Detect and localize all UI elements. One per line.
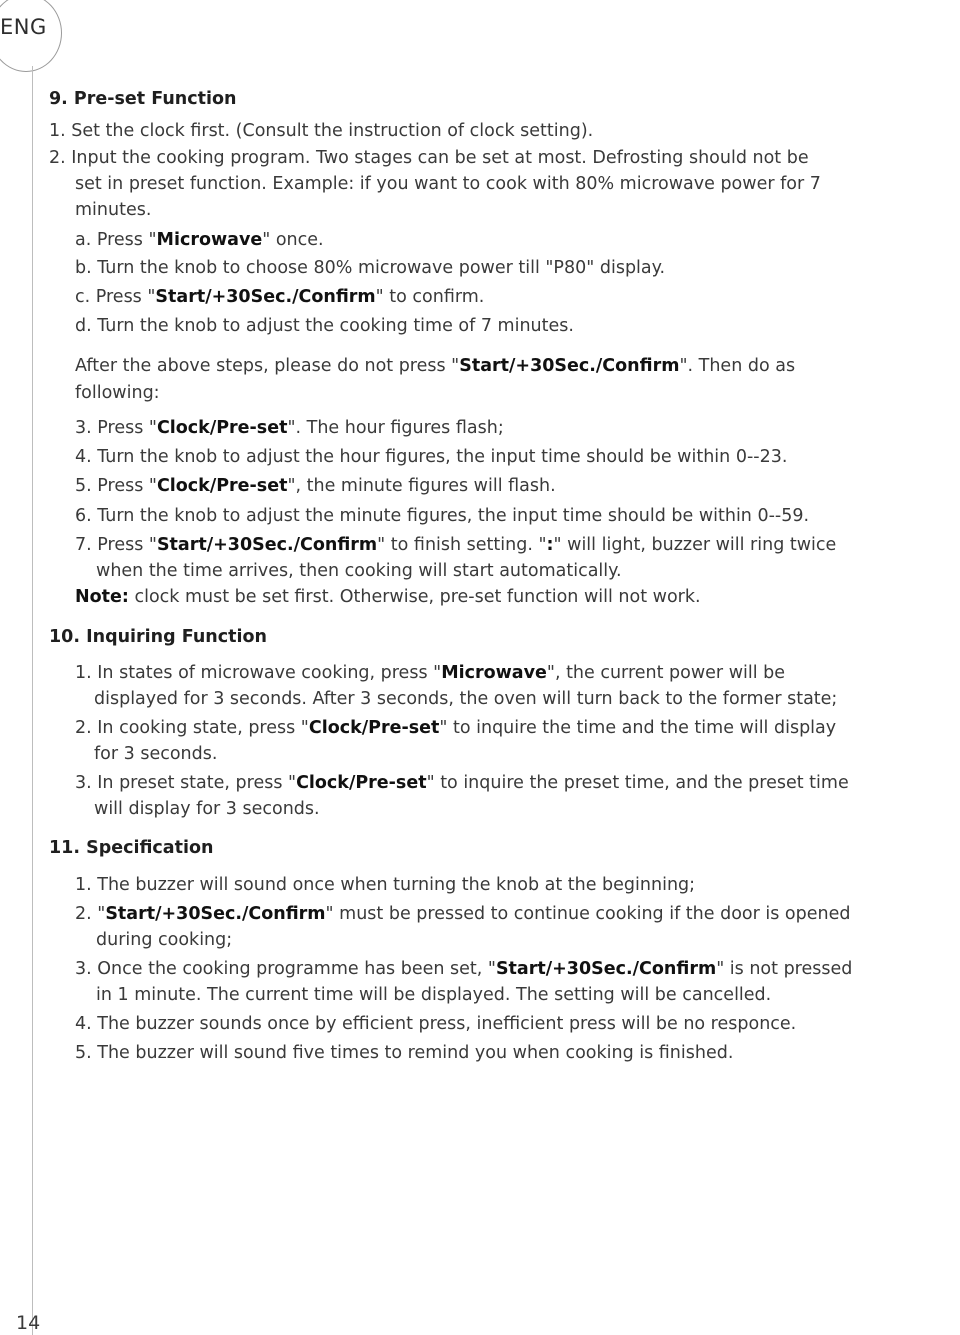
text: ", the current power will be [546,663,786,683]
s9-step-5 [75,474,556,498]
s9-step-4: 4. Turn the knob to adjust the hour figures, the input time should be within 0--23. [75,447,788,467]
s11-item-1: 1. The buzzer will sound once when turning the knob at the beginning; [75,875,696,895]
s9-after-steps [75,354,795,378]
note-label: Note: [75,587,129,607]
text: " to inquire the time and the time will display [439,718,837,738]
text: ". The hour figures flash; [287,418,504,438]
text: 1. In states of microwave cooking, press " [75,663,442,683]
text: " once. [262,230,324,250]
text: " to inquire the preset time, and the preset time [426,773,849,793]
section-10-title: 10. Inquiring Function [49,627,267,647]
button-name: Start/+30Sec./Confirm [459,356,680,376]
s9-step-c [75,285,484,309]
button-name: Start/+30Sec./Confirm [156,535,378,555]
text: After the above steps, please do not press " [75,356,460,376]
text: 7. Press " [75,535,157,555]
button-name: Clock/Pre-set [308,718,440,738]
button-name: Microwave [156,230,263,250]
s11-item-2 [75,902,850,926]
button-name: Start/+30Sec./Confirm [495,959,717,979]
button-name: Start/+30Sec./Confirm [105,904,326,924]
note-text: clock must be set first. Otherwise, pre-set function will not work. [128,587,701,607]
text: " must be pressed to continue cooking if the door is opened [325,904,851,924]
text: a. Press " [75,230,157,250]
section-9-title: 9. Pre-set Function [49,89,237,109]
s11-item-3 [75,957,852,981]
button-name: Start/+30Sec./Confirm [155,287,376,307]
text: 3. In preset state, press " [75,773,297,793]
s9-step-d: d. Turn the knob to adjust the cooking time of 7 minutes. [75,316,574,336]
s10-item-2-line-2: for 3 seconds. [94,744,218,764]
text: 2. " [75,904,106,924]
s9-note [75,585,701,609]
page-number: 14 [16,1312,41,1334]
s9-item-2-line-1: 2. Input the cooking program. Two stages can be set at most. Defrosting should not be [49,148,809,168]
language-label: ENG [0,15,47,39]
s11-item-2-line-2: during cooking; [96,930,233,950]
s11-item-4: 4. The buzzer sounds once by efficient press, inefficient press will be no responce. [75,1014,797,1034]
s9-step-3 [75,416,504,440]
s9-after-steps-line-2: following: [75,383,160,403]
button-name: Microwave [441,663,547,683]
text: " to confirm. [375,287,485,307]
s10-item-3-line-2: will display for 3 seconds. [94,799,320,819]
text: 3. Once the cooking programme has been set, " [75,959,496,979]
text: ". Then do as [679,356,796,376]
text: ", the minute figures will flash. [287,476,556,496]
s9-step-7-line-2: when the time arrives, then cooking will start automatically. [96,561,622,581]
s9-item-1: 1. Set the clock first. (Consult the instruction of clock setting). [49,121,594,141]
colon-symbol: : [546,535,554,555]
button-name: Clock/Pre-set [156,418,288,438]
s9-step-a [75,228,324,252]
s9-item-2-line-3: minutes. [75,200,152,220]
s9-item-2-line-2: set in preset function. Example: if you want to cook with 80% microwave power for 7 [75,174,821,194]
s9-step-b: b. Turn the knob to choose 80% microwave power till "P80" display. [75,258,666,278]
margin-rule [32,66,33,1335]
text: 5. Press " [75,476,157,496]
text: 3. Press " [75,418,157,438]
text: " will light, buzzer will ring twice [553,535,837,555]
language-badge [0,0,62,72]
section-11-title: 11. Specification [49,838,214,858]
s9-step-7 [75,533,836,557]
text: " to finish setting. " [377,535,547,555]
s10-item-1-line-2: displayed for 3 seconds. After 3 seconds, the oven will turn back to the former state; [94,689,838,709]
s9-step-6: 6. Turn the knob to adjust the minute figures, the input time should be within 0--59. [75,506,810,526]
s11-item-3-line-2: in 1 minute. The current time will be displayed. The setting will be cancelled. [96,985,772,1005]
text: " is not pressed [716,959,853,979]
s11-item-5: 5. The buzzer will sound five times to remind you when cooking is finished. [75,1043,734,1063]
s10-item-2 [75,716,836,740]
s10-item-3 [75,771,849,795]
button-name: Clock/Pre-set [296,773,427,793]
s10-item-1 [75,661,785,685]
text: c. Press " [75,287,156,307]
button-name: Clock/Pre-set [156,476,288,496]
text: 2. In cooking state, press " [75,718,309,738]
